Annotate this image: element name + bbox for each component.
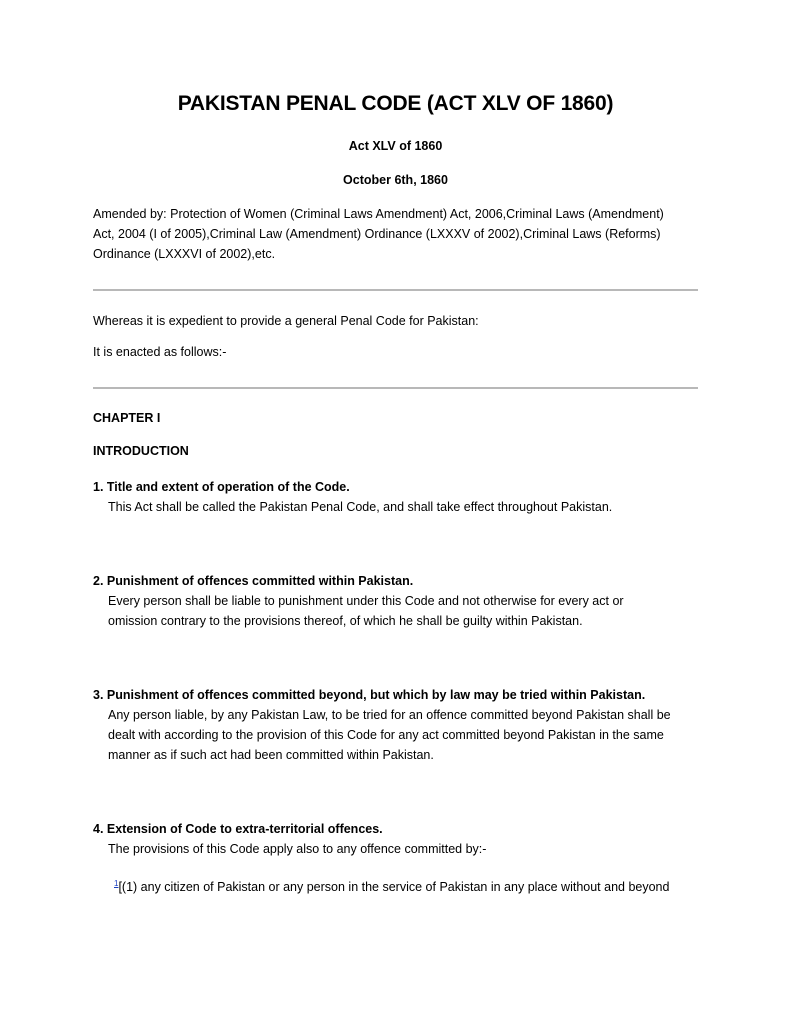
footnote-link[interactable]: 1 [114,879,119,888]
enactment-clause: It is enacted as follows:- [93,345,227,359]
act-date: October 6th, 1860 [343,173,448,187]
section-text-line: Every person shall be liable to punishment under this Code and not otherwise for every act or [108,594,624,608]
amendment-line: Amended by: Protection of Women (Criminal Laws Amendment) Act, 2006,Criminal Laws (Amendment) [93,207,664,221]
clause-text: [(1) any citizen of Pakistan or any person in the service of Pakistan in any place without and beyond [118,880,670,895]
chapter-number: CHAPTER I [93,411,161,425]
document-title: PAKISTAN PENAL CODE (ACT XLV OF 1860) [177,92,614,115]
horizontal-rule [93,387,698,389]
section-text-line: This Act shall be called the Pakistan Penal Code, and shall take effect throughout Pakistan. [108,500,613,514]
amendment-line: Ordinance (LXXXVI of 2002),etc. [93,247,276,261]
section-text-line: manner as if such act had been committed within Pakistan. [108,748,434,762]
section-text-line: Any person liable, by any Pakistan Law, to be tried for an offence committed beyond Pakistan shall be [108,708,671,722]
horizontal-rule [93,289,698,291]
chapter-title: INTRODUCTION [93,444,189,458]
section-text-line: dealt with according to the provision of this Code for any act committed beyond Pakistan in the same [108,728,664,742]
section-heading: 1. Title and extent of operation of the Code. [93,480,350,494]
clause-1 [114,874,669,897]
preamble: Whereas it is expedient to provide a general Penal Code for Pakistan: [93,314,479,328]
section-text-line: omission contrary to the provisions thereof, of which he shall be guilty within Pakistan. [108,614,583,628]
section-heading: 2. Punishment of offences committed within Pakistan. [93,574,414,588]
section-heading: 3. Punishment of offences committed beyond, but which by law may be tried within Pakistan. [93,688,646,702]
section-heading: 4. Extension of Code to extra-territorial offences. [93,822,383,836]
act-number: Act XLV of 1860 [348,139,443,153]
section-text-line: The provisions of this Code apply also to any offence committed by:- [108,842,487,856]
amendment-line: Act, 2004 (I of 2005),Criminal Law (Amendment) Ordinance (LXXXV of 2002),Criminal Laws (Reforms) [93,227,661,241]
